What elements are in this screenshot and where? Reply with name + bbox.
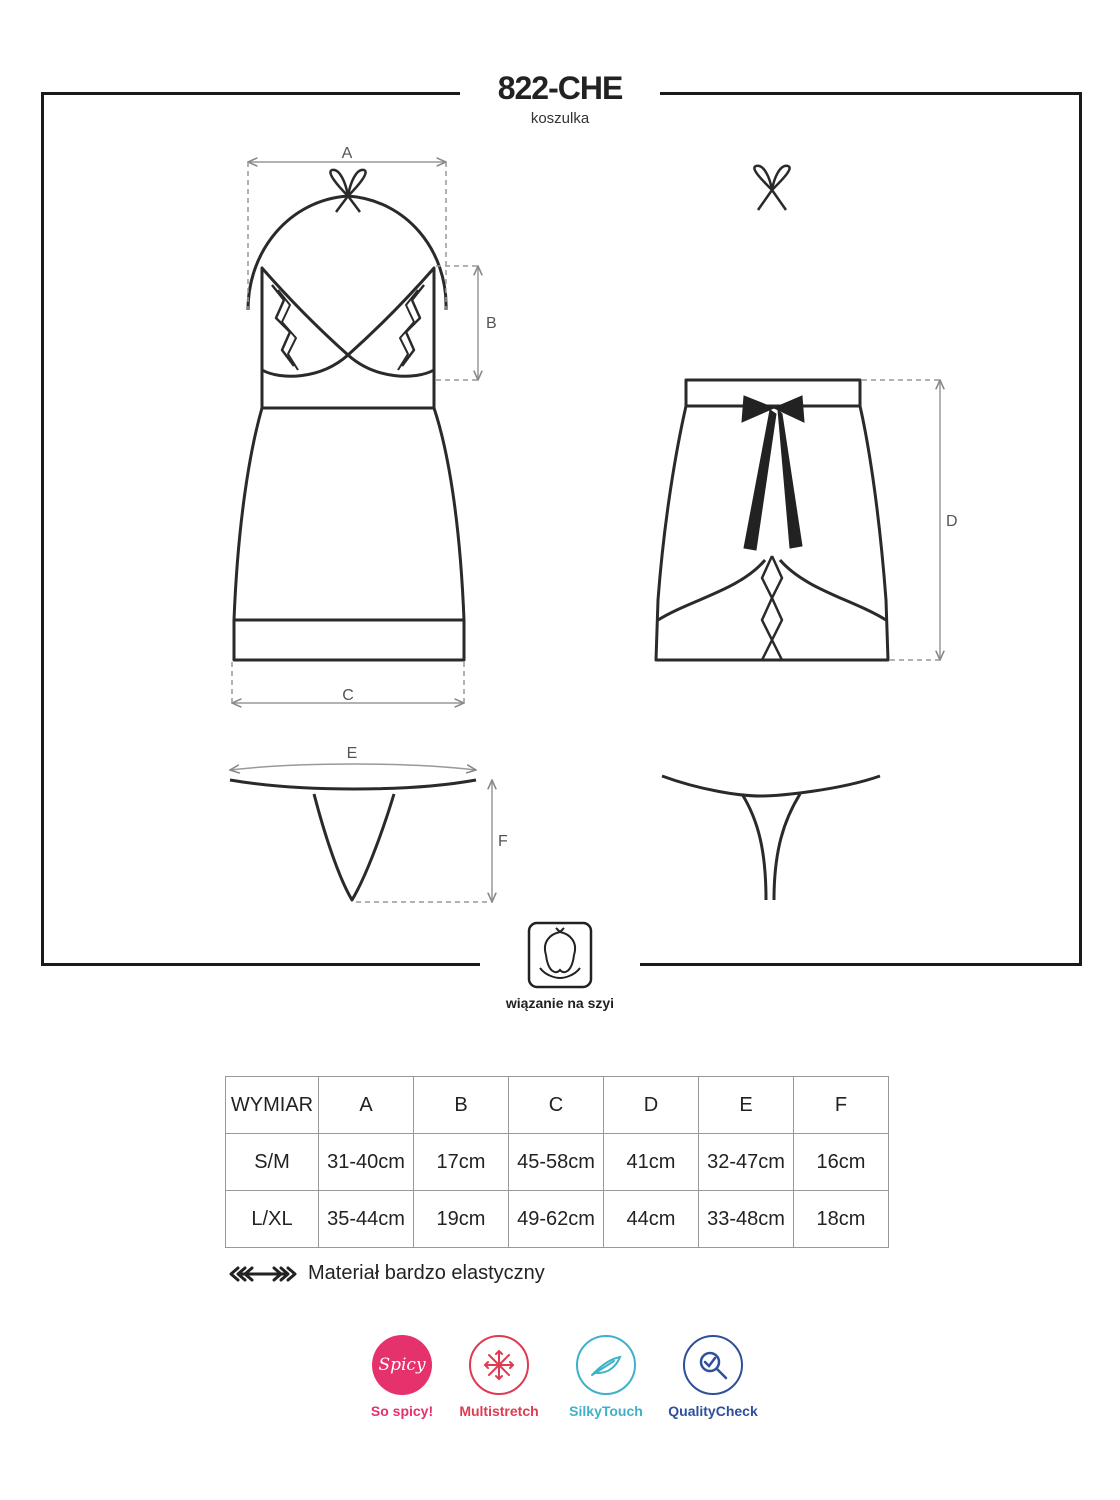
table-cell: 16cm: [794, 1134, 889, 1191]
badge-label: Multistretch: [459, 1403, 539, 1419]
table-cell: 17cm: [414, 1134, 509, 1191]
table-cell: 18cm: [794, 1191, 889, 1248]
size-table: [225, 1076, 889, 1248]
halter-neck-icon: [529, 923, 591, 987]
table-header-cell: A: [319, 1077, 414, 1134]
product-type: koszulka: [530, 110, 590, 127]
thong-back: [662, 776, 880, 900]
material-note: [228, 1262, 545, 1285]
product-code: 822-CHE: [497, 70, 623, 106]
table-cell: 41cm: [604, 1134, 699, 1191]
badge-qualitycheck: [661, 1335, 765, 1419]
table-cell: L/XL: [226, 1191, 319, 1248]
table-cell: 35-44cm: [319, 1191, 414, 1248]
dim-e-label: E: [346, 745, 358, 762]
table-cell: 19cm: [414, 1191, 509, 1248]
magnifier-check-icon: [683, 1335, 743, 1395]
dim-a-label: A: [341, 145, 353, 162]
table-header-cell: B: [414, 1077, 509, 1134]
feature-label: wiązanie na szyi: [505, 995, 615, 1011]
table-row: [226, 1191, 889, 1248]
thong-front: [230, 780, 476, 900]
badge-label: SilkyTouch: [569, 1403, 643, 1419]
table-cell: 44cm: [604, 1191, 699, 1248]
material-text: Materiał bardzo elastyczny: [308, 1262, 545, 1284]
badge-spicy: [350, 1335, 454, 1419]
feather-icon: [576, 1335, 636, 1395]
badge-silkytouch: [554, 1335, 658, 1419]
table-header-cell: E: [699, 1077, 794, 1134]
dim-d-label: D: [946, 513, 958, 530]
table-cell: 45-58cm: [509, 1134, 604, 1191]
table-row: [226, 1134, 889, 1191]
table-cell: S/M: [226, 1134, 319, 1191]
dim-f-label: F: [498, 833, 508, 850]
table-header-row: [226, 1077, 889, 1134]
table-cell: 49-62cm: [509, 1191, 604, 1248]
badge-label: QualityCheck: [668, 1403, 758, 1419]
feature-badges: [350, 1335, 770, 1435]
table-header-cell: C: [509, 1077, 604, 1134]
spicy-icon: Spicy: [372, 1335, 432, 1395]
table-cell: 31-40cm: [319, 1134, 414, 1191]
multistretch-icon: [469, 1335, 529, 1395]
dim-c-label: C: [342, 687, 354, 704]
table-header-cell: D: [604, 1077, 699, 1134]
table-cell: 33-48cm: [699, 1191, 794, 1248]
table-cell: 32-47cm: [699, 1134, 794, 1191]
chemise-front: [234, 170, 464, 660]
badge-label: So spicy!: [370, 1403, 434, 1419]
badge-multistretch: [447, 1335, 551, 1419]
table-header-cell: F: [794, 1077, 889, 1134]
stretch-arrows-icon: [228, 1264, 298, 1284]
dim-b-label: B: [486, 315, 497, 332]
back-bow: [742, 396, 804, 550]
table-header-cell: WYMIAR: [226, 1077, 319, 1134]
